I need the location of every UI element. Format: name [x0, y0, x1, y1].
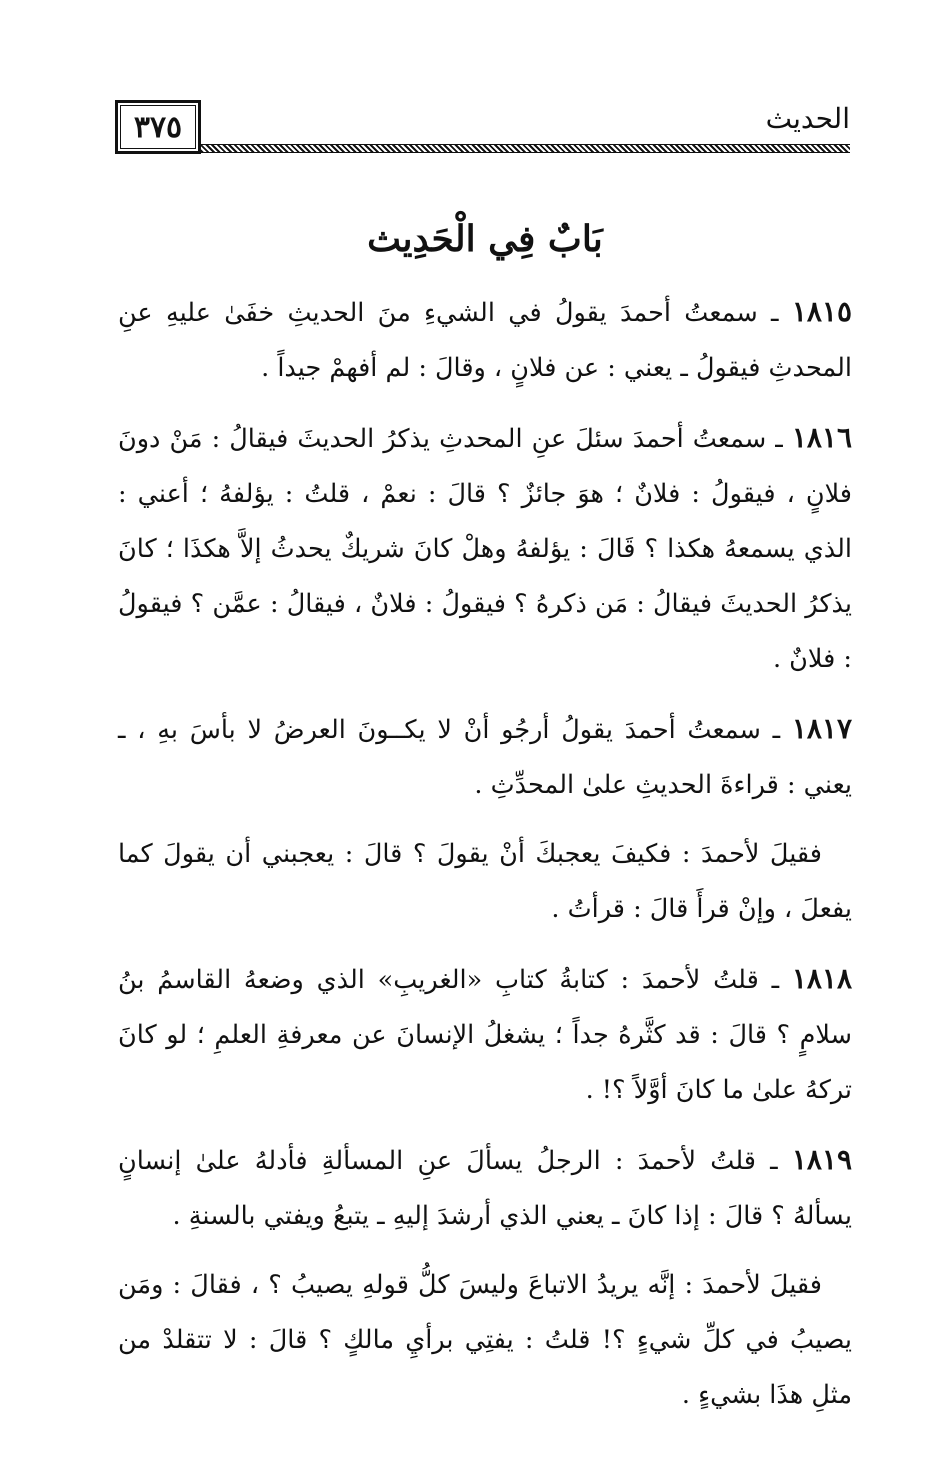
paragraph-number: ١٨١٩ — [791, 1143, 852, 1176]
paragraph-number: ١٨١٥ — [791, 295, 852, 328]
paragraph-continuation — [118, 827, 852, 937]
paragraph-text: ـ سمعتُ أحمدَ يقولُ أرجُو أنْ لا يكــونَ العرضُ لا بأسَ بهِ ، ـ يعني : قراءةَ الحديثِ علىٰ المحدِّثِ . — [118, 715, 852, 800]
paragraph-1815 — [118, 284, 852, 396]
paragraph-text: ـ سمعتُ أحمدَ سئلَ عنِ المحدثِ يذكرُ الحديثَ فيقالُ : مَنْ دونَ فلانٍ ، فيقولُ : فلانٌ ؛ هوَ جائزٌ ؟ قالَ : نعمْ ، قلتُ : يؤلفهُ ؛ أعني : الذي يسمعهُ هكذا ؟ قَالَ : يؤلفهُ وهلْ كانَ شريكٌ يحدثُ إلاَّ هكذَا ؛ كانَ يذكرُ الحديثَ فيقالُ : مَن ذكرهُ ؟ فيقولُ : فلانٌ ، فيقالُ : عمَّن ؟ فيقولُ : فلانٌ . — [118, 424, 852, 674]
paragraph-1817 — [118, 701, 852, 813]
chapter-title: بَابٌ فِي الْحَدِيث — [367, 218, 603, 260]
header-rule — [201, 144, 850, 153]
paragraph-number: ١٨١٨ — [791, 962, 852, 995]
running-title: الحديث — [765, 102, 850, 135]
paragraph-1818 — [118, 951, 852, 1118]
page-content — [118, 212, 852, 1437]
page-header — [115, 100, 850, 156]
paragraph-text: فقيلَ لأحمدَ : فكيفَ يعجبكَ أنْ يقولَ ؟ قالَ : يعجبني أن يقولَ كما يفعلَ ، وإنْ قرأَ قالَ : قرأتُ . — [118, 839, 852, 924]
paragraph-text: فقيلَ لأحمدَ : إنَّه يريدُ الاتباعَ وليسَ كلُّ قولهِ يصيبُ ؟ ، فقالَ : ومَن يصيبُ في كلِّ شيءٍ ؟! قلتُ : يفتِي برأيِ مالكٍ ؟ قالَ : لا تتقلدْ من مثلِ هذَا بشيءٍ . — [118, 1270, 852, 1410]
paragraph-text: ـ سمعتُ أحمدَ يقولُ في الشيءِ منَ الحديثِ خفَىٰ عليهِ عنِ المحدثِ فيقولُ ـ يعني : عن فلانٍ ، وقالَ : لم أفهمْ جيداً . — [118, 298, 852, 383]
paragraph-number: ١٨١٧ — [791, 712, 852, 745]
paragraph-1819 — [118, 1132, 852, 1244]
paragraph-text: ـ قلتُ لأحمدَ : الرجلُ يسألَ عنِ المسألةِ فأدلهُ علىٰ إنسانٍ يسألهُ ؟ قالَ : إذا كانَ ـ يعني الذي أرشدَ إليهِ ـ يتبعُ ويفتي بالسنةِ . — [118, 1146, 852, 1231]
paragraph-1816 — [118, 410, 852, 687]
paragraph-number: ١٨١٦ — [791, 421, 852, 454]
paragraph-continuation — [118, 1258, 852, 1423]
page-number: ٣٧٥ — [115, 100, 201, 154]
paragraph-text: ـ قلتُ لأحمدَ : كتابةُ كتابِ «الغريبِ» الذي وضعهُ القاسمُ بنُ سلامٍ ؟ قالَ : قد كثَّرهُ جداً ؛ يشغلُ الإنسانَ عن معرفةِ العلمِ ؛ لو كانَ تركهُ علىٰ ما كانَ أوَّلاً ؟! . — [118, 965, 852, 1105]
